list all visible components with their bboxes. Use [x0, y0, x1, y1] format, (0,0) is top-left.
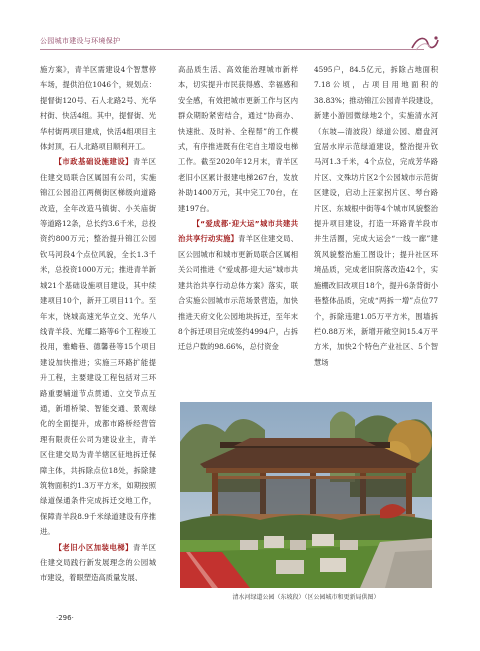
header-ornament-icon: [410, 32, 440, 54]
paragraph: 施方案》，青羊区需建设4个智慧停车场，提供泊位1046个，规划点：提督街120号、石人北路2号、光华村街、快活4组。其中，提督街、光华村街两项目建成，快活4组项目主体封顶，石人北路项目顺利开工。: [40, 65, 156, 152]
header-rule: [40, 49, 424, 50]
paragraph: 4595户，84.5亿元，拆除占地面积7.18公顷，占项目用地面积的38.83%；推动锦江公园青羊段建设，新建小游园微绿地2个，实施清水河（东坡—清波段）绿道公园、磨盘河宜居水岸示范绿道建设，整治提升钦马河1.3千米，4个点位，完成芳华路片区、文殊坊片区2个公园城市示范街区建设，启动上汪家拐片区、琴台路片区、东城根中街等4个城市风貌整治提升项目建设，打造一环路青羊段市井生活圈，完成大运会“一线一廊”建筑风貌整治施工图设计；提升社区环境品质，完成老旧院落改造42个，实施棚改旧改项目18个，提升6条背街小巷整体品质，完成“两拆一增”点位77个，拆除违建1.05万平方米，围墙拆栏0.88万米，新增开敞空间15.4万平方米，加快2个特色产业社区、5个智慧场: [314, 65, 438, 367]
section-heading-dayun: 【“爱成都·迎大运”城市共建共治共享行动实施】: [178, 219, 298, 244]
paragraph: 青羊区住建交局、区公园城市和城市更新局联合区属相关公司推进《“爱成都·迎大运”城市共建共治共享行动总体方案》落实，联合实施公园城市示范场景营造，加快推进天府文化公园地块拆迁，至年末8个拆迁项目完成签约4994户，占拆迁总户数的98.66%，总付资金: [178, 234, 299, 352]
paragraph: 青羊区住建交局践行新发展理念的公园城市建设，着眼塑造高质量发展、: [40, 542, 157, 583]
paragraph: 高品质生活、高效能治理城市新样本，切实提升市民获得感、幸福感和安全感，有效把城市更新工作与区内群众期盼紧密结合，通过“协商办、快速批、及时补、全程帮”的工作模式，有序推进既有住宅自主增设电梯工作。截至2020年12月末，青羊区老旧小区累计报建电梯267台，发放补助1400万元，其中完工70台，在建197台。: [178, 65, 298, 213]
text-column-1: [40, 62, 156, 586]
pavilion-illustration: [180, 402, 432, 588]
text-column-2: [178, 62, 298, 355]
greenway-park-photo: [180, 402, 432, 588]
photo-caption: 清水河绿道公园（东坡段）（区公园城市和更新局供图）: [232, 594, 380, 601]
text-column-3: [314, 62, 438, 370]
page-number: ·296·: [56, 614, 74, 622]
section-heading-elevator: 【老旧小区加装电梯】: [54, 542, 134, 552]
header-title: 公园城市建设与环境保护: [40, 37, 121, 45]
section-heading-municipal: 【市政基础设施建设】: [54, 157, 134, 167]
paragraph: 青羊区住建交局联合区属国有公司，实施锦江公园沿江两侧街区梯级向道路改造，全年改造马镇街、小关庙街等道路12条，总长约3.6千米，总投资约800万元；整治提升锦江公园钦马河段4个点位风貌，全长1.3千米，总投资1000万元；推进青羊新城21个基础设施项目建设，其中续建项目10个，新开工项目11个。至年末，饶城高速光华立交、光华八线青羊段、光耀二路等6个工程竣工投用，雅蟾巷、德馨巷等15个项目建设加快推进；实施三环路扩能提升工程，主要建设工程包括对三环路重要辅道节点贯通、立交节点互通，新增桥梁、智能交通、景观绿化的全面提升，成都市路桥经营管理有限责任公司为建设业主，青羊区住建交局为青羊辖区征地拆迁保障主体，共拆除点位18处，拆除建筑物面积约1.3万平方米，如期按照绿道保通条件完成拆迁交地工作，保障青羊段8.9千米绿道建设有序推进。: [40, 157, 157, 537]
